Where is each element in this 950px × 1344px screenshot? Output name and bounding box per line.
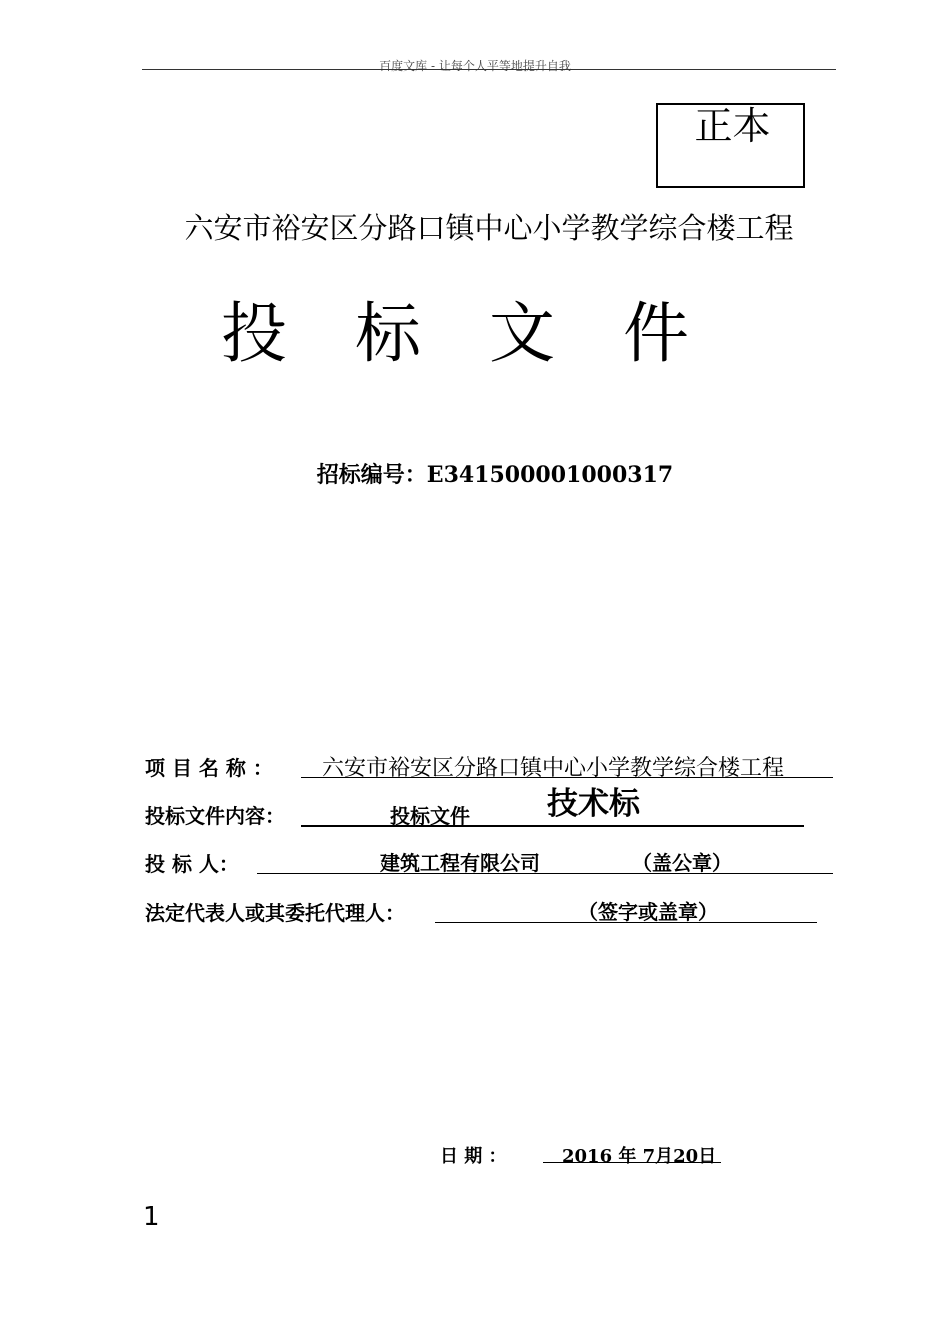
date-underline — [543, 1162, 721, 1163]
representative-label: 法定代表人或其委托代理人： — [145, 901, 405, 925]
content-label: 投标文件内容： — [145, 804, 285, 828]
project-name-value: 六安市裕安区分路口镇中心小学教学综合楼工程 — [322, 756, 785, 781]
date-value: 2016 年 7月20日 — [562, 1146, 717, 1167]
representative-underline — [435, 922, 817, 923]
bidder-underline — [257, 873, 833, 874]
stamp-label: 正本 — [694, 104, 771, 148]
date-label: 日 期 ： — [440, 1146, 507, 1167]
page-number: 1 — [143, 1202, 160, 1232]
bidder-value: 建筑工程有限公司 — [380, 851, 540, 875]
content-value: 投标文件 — [390, 804, 470, 828]
original-copy-stamp — [656, 103, 805, 188]
document-title: 投标文件 — [221, 295, 757, 372]
representative-sign: （签字或盖章） — [578, 900, 718, 924]
tender-number: 招标编号：E341500001000317 — [316, 462, 674, 488]
header-rule — [142, 69, 836, 70]
project-title: 六安市裕安区分路口镇中心小学教学综合楼工程 — [184, 211, 794, 245]
page-header: 百度文库 - 让每个人平等地提升自我 — [379, 59, 571, 73]
bidder-seal: （盖公章） — [632, 851, 732, 875]
content-value-extra: 技术标 — [547, 786, 640, 822]
bidder-label: 投 标 人： — [145, 852, 239, 876]
project-name-label: 项 目 名 称 ： — [145, 756, 273, 780]
content-underline — [301, 825, 804, 827]
